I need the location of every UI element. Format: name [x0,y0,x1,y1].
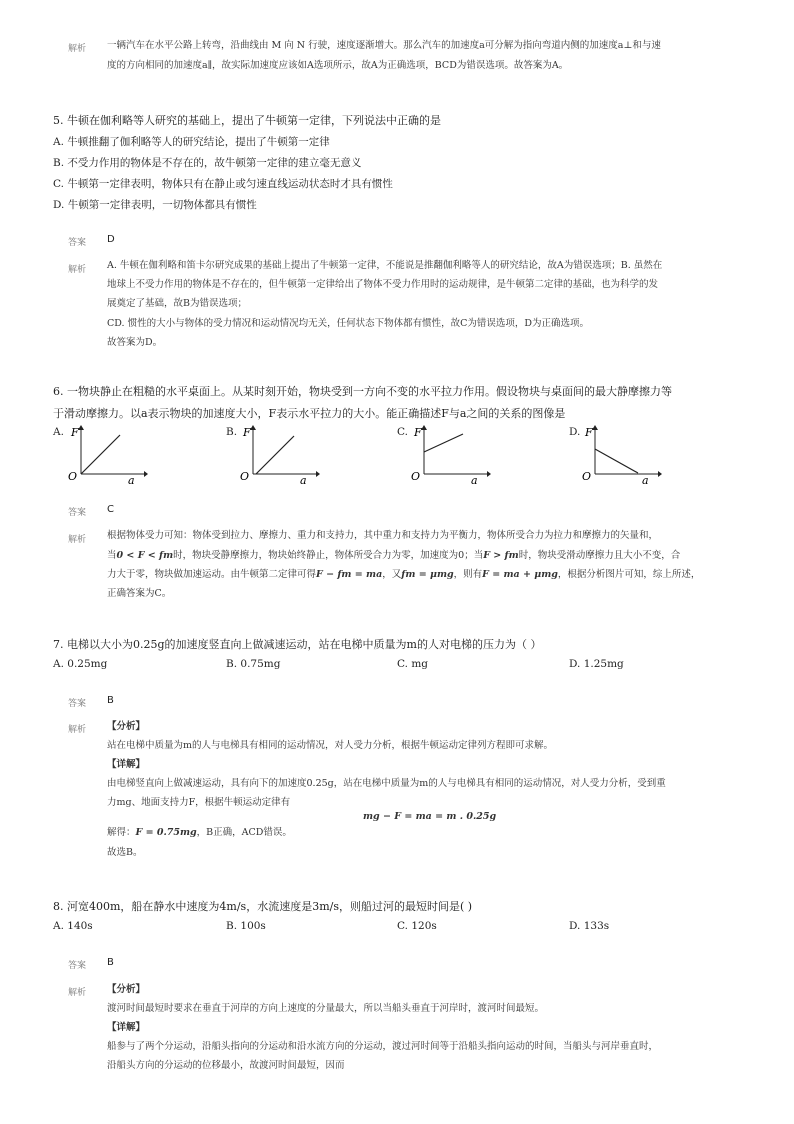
answer-tag: 答案 [68,508,87,518]
q7-option-b: B. 0.75mg [226,658,281,670]
equation: mg − F = ma = m . 0.25g [363,811,497,822]
equation: F − fm = ma [316,569,383,580]
analysis-text: 时，物块受静摩擦力，物块始终静止，物体所受合力为零，加速度为0；当 [173,550,484,561]
detail-heading: 【详解】 [107,759,146,770]
analysis-line: 展奠定了基础，故B为错误选项； [107,298,247,309]
analysis-line [107,822,292,844]
graph-a-origin: O [68,470,78,483]
q5-option-a: A. 牛顿推翻了伽利略等人的研究结论，提出了牛顿第一定律 [53,136,330,148]
question-6-stem: 于滑动摩擦力。以a表示物块的加速度大小，F表示水平拉力的大小。能正确描述F与a之间的关系的图像是 [53,407,566,420]
analysis-line: 度的方向相同的加速度a∥，故实际加速度应该如A选项所示，故A为正确选项，BCD为错误选项。故答案为A。 [107,60,569,71]
analysis-text: 时，物块受滑动摩擦力且大小不变，合 [518,550,681,561]
q6-answer: C [107,504,114,515]
answer-tag: 答案 [68,238,87,248]
analysis-line: 船参与了两个分运动，沿船头指向的分运动和沿水流方向的分运动，渡过河时间等于沿船头指向运动的时间，当船头与河岸垂直时， [107,1041,659,1052]
inequality-formula: 0 < F < fm [116,550,174,561]
question-6-stem: 6. 一物块静止在粗糙的水平桌面上。从某时刻开始，物块受到一方向不变的水平拉力作用。假设物块与桌面间的最大静摩擦力等 [53,385,672,398]
q8-option-a: A. 140s [53,920,93,932]
answer-tag: 答案 [68,699,87,709]
graph-a-x-label: a [128,474,135,486]
q5-option-b: B. 不受力作用的物体是不存在的，故牛顿第一定律的建立毫无意义 [53,157,362,169]
q5-option-c: C. 牛顿第一定律表明，物体只有在静止或匀速直线运动状态时才具有惯性 [53,178,393,190]
graph-b [236,424,320,486]
graph-b-origin: O [240,470,250,483]
analysis-tag: 解析 [68,44,87,54]
analysis-heading: 【分析】 [107,721,146,732]
equation: fm = μmg [401,569,454,580]
graph-a-y-label: F [71,426,79,439]
graph-c [407,424,491,486]
analysis-line: 沿船头方向的分运动的位移最小，故渡河时间最短，因而 [107,1060,345,1071]
analysis-tag: 解析 [68,535,87,545]
analysis-line: 地球上不受力作用的物体是不存在的，但牛顿第一定律给出了物体不受力作用时的运动规律，是牛顿第二定律的基础，也为科学的发 [107,279,659,290]
analysis-line: 正确答案为C。 [107,588,172,599]
equation: F = ma + μmg [482,569,558,580]
graph-c-label: C. [397,426,408,438]
analysis-text: ，又 [382,569,402,580]
analysis-line: 力mg、地面支持力F，根据牛顿运动定律有 [107,797,291,808]
graph-a [64,424,148,486]
graph-c-origin: O [411,470,421,483]
detail-heading: 【详解】 [107,1022,146,1033]
question-7-stem: 7. 电梯以大小为0.25g的加速度竖直向上做减速运动，站在电梯中质量为m的人对电梯的压力为（ ） [53,638,542,651]
analysis-line: 站在电梯中质量为m的人与电梯具有相同的运动情况，对人受力分析，根据牛顿运动定律列方程即可求解。 [107,740,554,751]
graph-d [578,424,662,486]
equation: F = 0.75mg [135,827,197,838]
graph-b-y-label: F [243,426,251,439]
graph-a-label: A. [53,426,64,438]
graph-d-line [595,449,638,473]
analysis-tag: 解析 [68,265,87,275]
graph-c-line [424,434,463,452]
inequality-formula: F > fm [483,550,519,561]
question-8-stem: 8. 河宽400m，船在静水中速度为4m/s，水流速度是3m/s，则船过河的最短时间是( ) [53,900,473,913]
analysis-heading: 【分析】 [107,984,146,995]
graph-d-label: D. [569,426,581,438]
graph-b-x-label: a [300,474,307,486]
analysis-tag: 解析 [68,725,87,735]
analysis-line: 根据物体受力可知：物体受到拉力、摩擦力、重力和支持力，其中重力和支持力为平衡力，物体所受合力为拉力和摩擦力的矢量和， [107,530,659,541]
analysis-line: 由电梯竖直向上做减速运动，具有向下的加速度0.25g，站在电梯中质量为m的人与电梯具有相同的运动情况，对人受力分析，受到重 [107,778,666,789]
analysis-text: ，B正确，ACD错误。 [196,827,292,838]
graph-d-y-label: F [585,426,593,439]
q8-option-c: C. 120s [397,920,437,932]
q5-option-d: D. 牛顿第一定律表明，一切物体都具有惯性 [53,199,257,211]
analysis-line: 一辆汽车在水平公路上转弯，沿曲线由 M 向 N 行驶，速度逐渐增大。那么汽车的加速度a可分解为指向弯道内侧的加速度a⊥和与速 [107,40,661,51]
analysis-line: A. 牛顿在伽利略和笛卡尔研究成果的基础上提出了牛顿第一定律，不能说是推翻伽利略等人的研究结论，故A为错误选项；B. 虽然在 [107,260,663,271]
q7-option-c: C. mg [397,658,429,670]
analysis-tag: 解析 [68,988,87,998]
q7-answer: B [107,695,114,706]
q7-option-a: A. 0.25mg [53,658,108,670]
graph-c-x-label: a [471,474,478,486]
answer-tag: 答案 [68,961,87,971]
graph-b-label: B. [226,426,238,438]
graph-b-line [256,436,294,474]
analysis-line: 故答案为D。 [107,337,163,348]
analysis-text: 力大于零，物块做加速运动。由牛顿第二定律可得 [107,569,317,580]
analysis-text: 当 [107,550,117,561]
graph-d-x-label: a [642,474,649,486]
analysis-line: 渡河时间最短时要求在垂直于河岸的方向上速度的分量最大，所以当船头垂直于河岸时，渡河时间最短。 [107,1003,545,1014]
analysis-text: ，根据分析图片可知，综上所述， [557,569,701,580]
question-5-stem: 5. 牛顿在伽利略等人研究的基础上，提出了牛顿第一定律，下列说法中正确的是 [53,114,441,127]
q8-option-d: D. 133s [569,920,610,932]
graph-d-origin: O [582,470,592,483]
q8-option-b: B. 100s [226,920,266,932]
q8-answer: B [107,957,114,968]
analysis-line: CD. 惯性的大小与物体的受力情况和运动情况均无关，任何状态下物体都有惯性，故C为错误选项，D为正确选项。 [107,318,589,329]
analysis-text: 解得： [107,827,136,838]
analysis-line: 故选B。 [107,847,143,858]
graph-a-line [81,435,120,474]
q7-option-d: D. 1.25mg [569,658,624,670]
analysis-line [107,564,700,586]
analysis-text: ，则有 [453,569,483,580]
graph-c-y-label: F [414,426,422,439]
q5-answer: D [107,234,115,245]
